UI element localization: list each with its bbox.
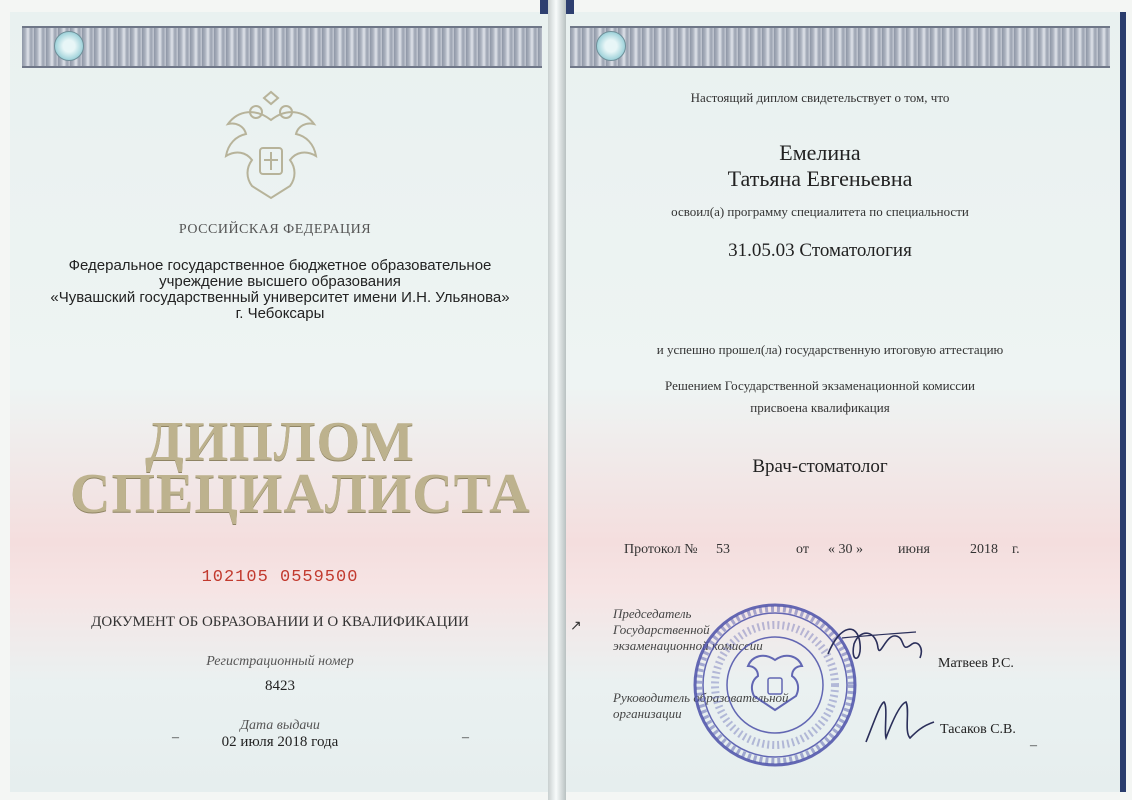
- head-signature: [860, 692, 940, 748]
- certifies-text: Настоящий диплом свидетельствует о том, что: [690, 90, 950, 105]
- dash-left: –: [172, 730, 179, 745]
- issue-date: 02 июля 2018 года: [221, 734, 339, 750]
- protocol-month: июня: [898, 542, 930, 557]
- head-name: Тасаков С.В.: [940, 722, 1016, 737]
- commission-decision-text: Решением Государственной экзаменационной комиссии: [665, 378, 975, 393]
- protocol-from: от: [796, 542, 809, 557]
- qualification-assigned-text: присвоена квалификация: [750, 400, 890, 415]
- binding-spine: [548, 0, 566, 800]
- protocol-number: 53: [716, 542, 730, 557]
- chair-role-line: экзаменационной комиссии: [613, 638, 763, 653]
- security-band-right: [570, 26, 1110, 68]
- protocol-year: 2018: [970, 542, 998, 557]
- country-label: РОССИЙСКАЯ ФЕДЕРАЦИЯ: [178, 222, 372, 237]
- chair-role-line: Председатель: [613, 606, 692, 621]
- head-role-line: организации: [613, 706, 682, 721]
- chair-signature: [820, 614, 930, 674]
- graduate-surname: Емелина: [779, 140, 861, 165]
- registration-label: Регистрационный номер: [206, 654, 354, 669]
- head-role-line: Руководитель образовательной: [613, 690, 789, 705]
- chair-name: Матвеев Р.С.: [938, 656, 1014, 671]
- organization-line: «Чувашский государственный университет имени И.Н. Ульянова»: [50, 289, 510, 306]
- hologram-rosette-icon: [54, 31, 84, 61]
- double-headed-eagle-icon: [216, 90, 326, 208]
- protocol-day: « 30 »: [828, 542, 863, 557]
- program-text: освоил(а) программу специалитета по специальности: [671, 204, 969, 219]
- diploma-serial-number: 102105 0559500: [201, 568, 359, 587]
- protocol-label: Протокол №: [624, 542, 698, 557]
- issue-date-label: Дата выдачи: [240, 718, 320, 733]
- dash-right: –: [462, 730, 469, 745]
- document-type: ДОКУМЕНТ ОБ ОБРАЗОВАНИИ И О КВАЛИФИКАЦИИ: [91, 614, 469, 630]
- organization-line: Федеральное государственное бюджетное образовательное: [68, 257, 492, 274]
- arrow-mark-icon: ↗: [570, 619, 582, 634]
- qualification: Врач-стоматолог: [752, 456, 888, 477]
- dash-signature: –: [1030, 738, 1037, 753]
- diploma-title-line1: ДИПЛОМ: [145, 411, 415, 473]
- registration-number: 8423: [265, 678, 295, 694]
- protocol-year-suffix: г.: [1012, 542, 1020, 557]
- attestation-text: и успешно прошел(ла) государственную итоговую аттестацию: [656, 342, 1004, 357]
- chair-role-line: Государственной: [613, 622, 710, 637]
- diploma-title-line2: СПЕЦИАЛИСТА: [70, 463, 531, 525]
- specialty: 31.05.03 Стоматология: [728, 240, 912, 261]
- organization-line: г. Чебоксары: [235, 305, 325, 322]
- organization-line: учреждение высшего образования: [159, 273, 401, 290]
- hologram-rosette-icon: [596, 31, 626, 61]
- organization-name: [20, 258, 540, 322]
- graduate-given-names: Татьяна Евгеньевна: [727, 166, 913, 191]
- security-band-left: [22, 26, 542, 68]
